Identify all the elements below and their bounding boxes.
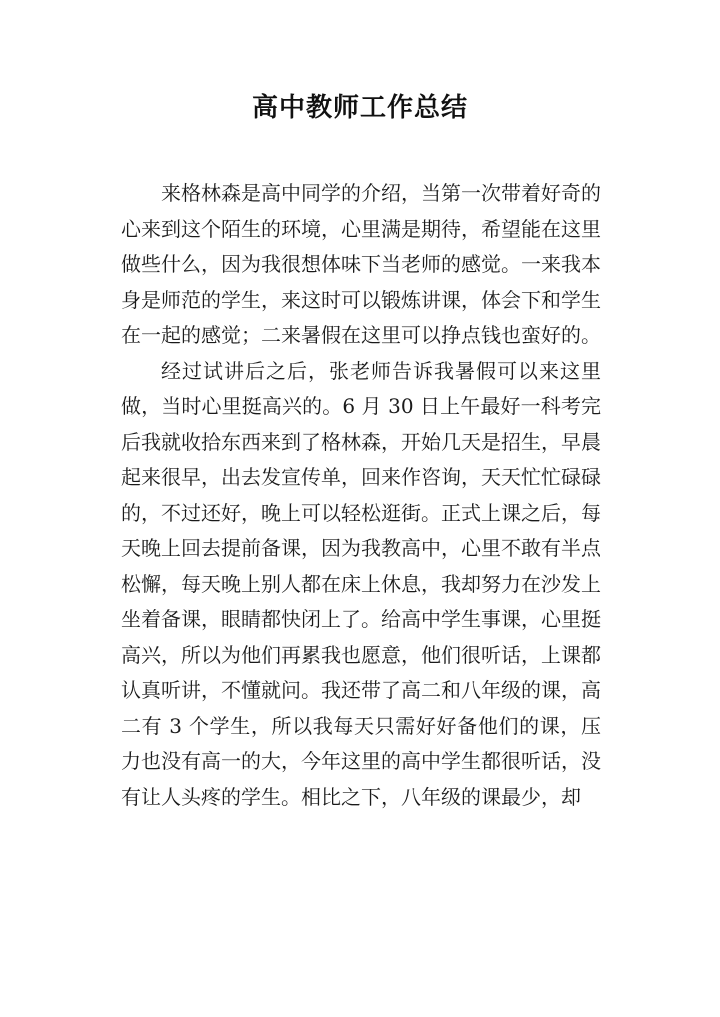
document-title: 高中教师工作总结 bbox=[251, 93, 468, 123]
paragraph-2: 经过试讲后之后，张老师告诉我暑假可以来这里做，当时心里挺高兴的。6 月 30 日上午最好一科考完后我就收拾东西来到了格林森，开始几天是招生，早晨起来很早，出去发宣传单，回来作咨询，天天忙忙碌碌的，不过还好，晚上可以轻松逛街。正式上课之后，每天晚上回去提前备课，因为我教高中，心里不敢有半点松懈，每天晚上别人都在床上休息，我却努力在沙发上坐着备课，眼睛都快闭上了。给高中学生事课，心里挺高兴，所以为他们再累我也愿意，他们很听话，上课都认真听讲，不懂就问。我还带了高二和八年级的课，高二有 3 个学生，所以我每天只需好好备他们的课，压力也没有高一的大，今年这里的高中学生都很听话，没有让人头疼的学生。相比之下，八年级的课最少，却 bbox=[121, 358, 601, 809]
paragraph-1: 来格林森是高中同学的介绍，当第一次带着好奇的心来到这个陌生的环境，心里满是期待，希望能在这里做些什么，因为我很想体味下当老师的感觉。一来我本身是师范的学生，来这时可以锻炼讲课，体会下和学生在一起的感觉；二来暑假在这里可以挣点钱也蛮好的。 bbox=[121, 181, 601, 347]
document-body bbox=[121, 176, 601, 815]
